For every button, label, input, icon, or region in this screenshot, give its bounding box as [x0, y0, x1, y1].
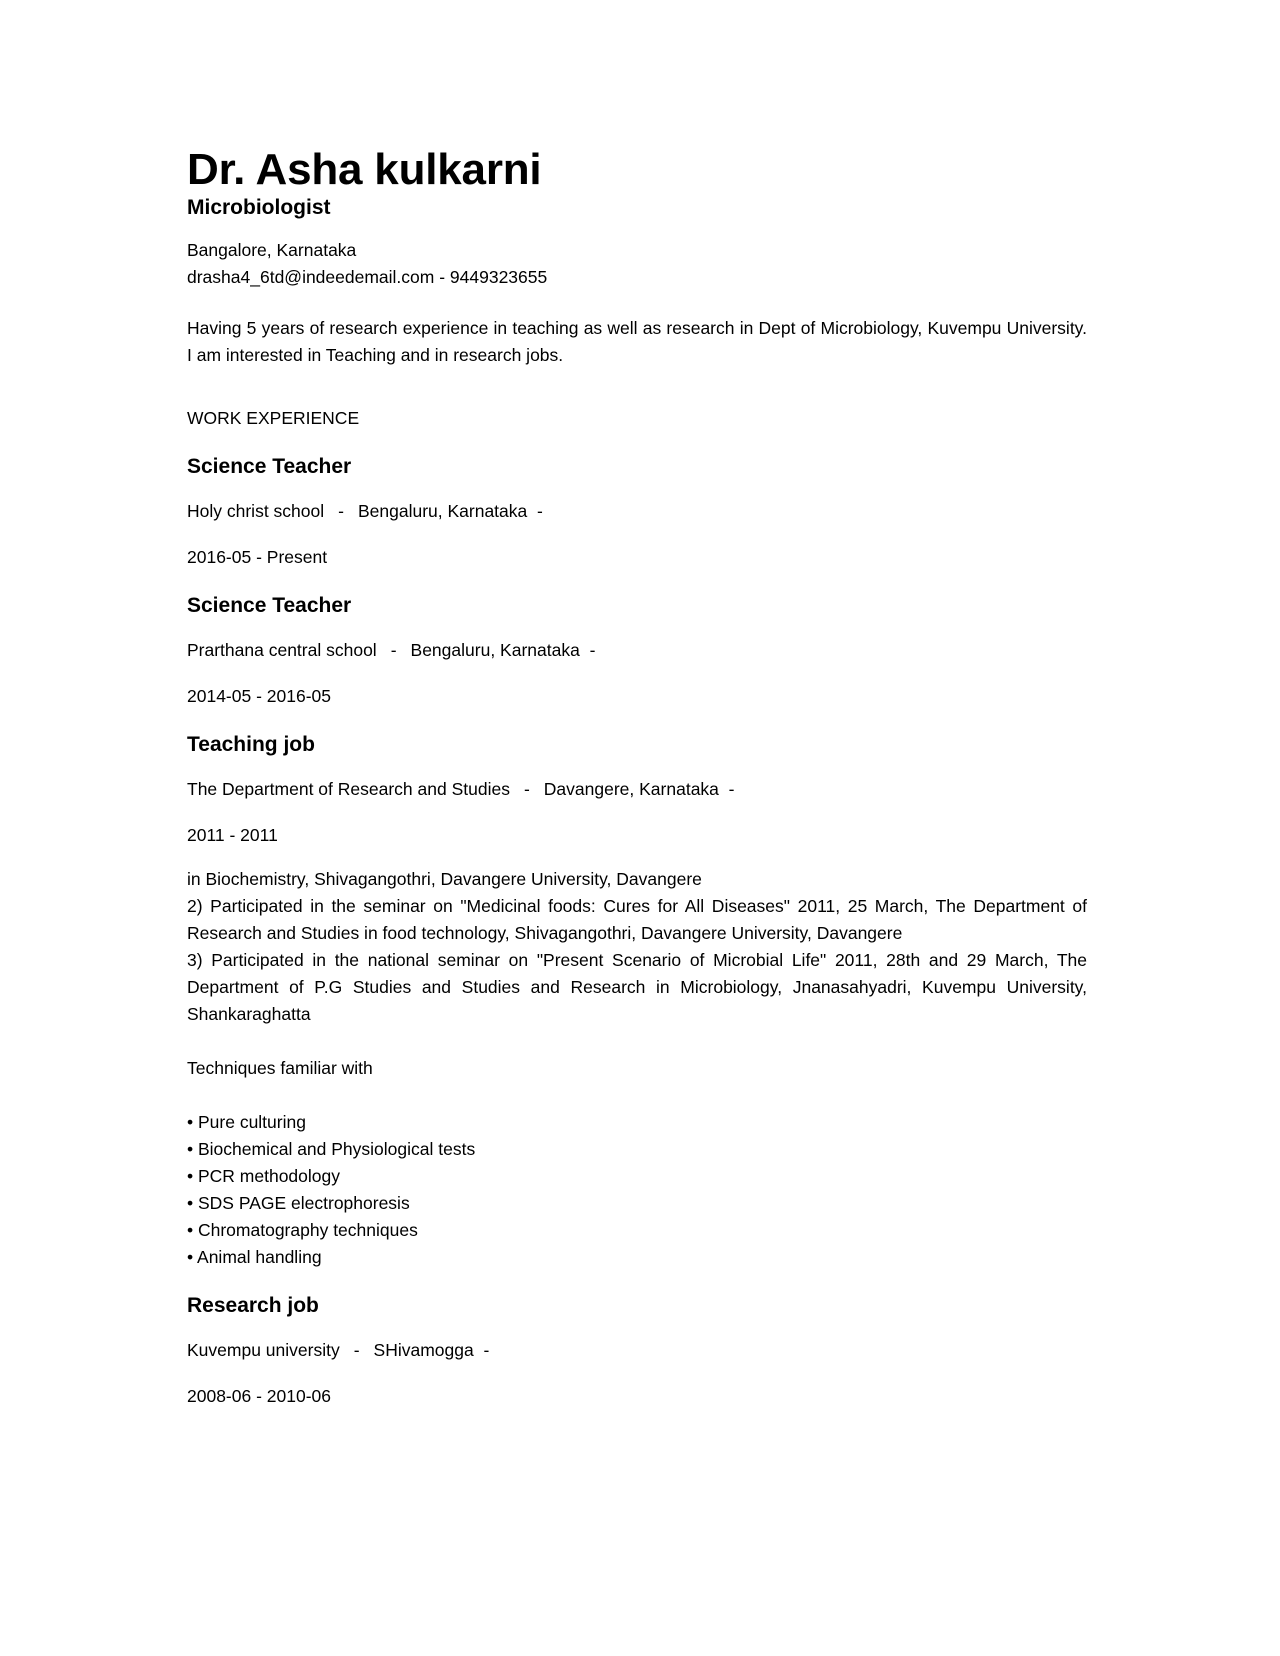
- description-line: 2) Participated in the seminar on "Medicinal foods: Cures for All Diseases" 2011, 25 March, The Department of Research and Studies in food technology, Shivagangothri, Davangere University, Davangere: [187, 896, 1087, 944]
- job-description: [187, 866, 1087, 1271]
- list-item: • Pure culturing: [187, 1112, 306, 1133]
- list-item: • Animal handling: [187, 1247, 322, 1268]
- job-dates: 2011 - 2011: [187, 825, 278, 846]
- job-employer: Prarthana central school: [187, 640, 377, 661]
- separator: -: [728, 779, 735, 800]
- separator: -: [483, 1340, 490, 1361]
- job-dates: 2014-05 - 2016-05: [187, 686, 331, 707]
- separator: -: [523, 779, 530, 800]
- job-location: Bengaluru, Karnataka: [357, 501, 528, 522]
- job-location: SHivamogga: [373, 1340, 474, 1361]
- job-meta: [187, 637, 1087, 664]
- job-employer: The Department of Research and Studies: [187, 779, 510, 800]
- separator: -: [390, 640, 397, 661]
- job-entry: [187, 1292, 1087, 1410]
- job-location: Davangere, Karnataka: [543, 779, 719, 800]
- resume-page: [187, 145, 1087, 1410]
- contact-block: [187, 237, 1087, 291]
- list-item: • Biochemical and Physiological tests: [187, 1139, 476, 1160]
- techniques-list: [187, 1109, 1087, 1271]
- job-title: Research job: [187, 1294, 319, 1318]
- description-line: 3) Participated in the national seminar on "Present Scenario of Microbial Life" 2011, 28th and 29 March, The Department of P.G Studies and Studies and Research in Microbiology, Jnanasahyadri, Kuvempu University, Shankaraghatta: [187, 950, 1087, 1025]
- candidate-role: Microbiologist: [187, 196, 331, 219]
- job-meta: [187, 498, 1087, 525]
- job-location: Bengaluru, Karnataka: [410, 640, 580, 661]
- job-title: Teaching job: [187, 733, 315, 757]
- separator: -: [338, 501, 344, 522]
- description-line: in Biochemistry, Shivagangothri, Davangere University, Davangere: [187, 869, 702, 890]
- techniques-heading: Techniques familiar with: [187, 1058, 373, 1079]
- candidate-name: Dr. Asha kulkarni: [187, 145, 542, 194]
- job-employer: Holy christ school: [187, 501, 325, 522]
- list-item: • SDS PAGE electrophoresis: [187, 1193, 410, 1214]
- list-item: • Chromatography techniques: [187, 1220, 418, 1241]
- job-employer: Kuvempu university: [187, 1340, 340, 1361]
- location-text: Bangalore, Karnataka: [187, 240, 357, 261]
- summary-text: Having 5 years of research experience in teaching as well as research in Dept of Microbiology, Kuvempu University. I am interested in Teaching and in research jobs.: [187, 318, 1087, 366]
- list-item: • PCR methodology: [187, 1166, 341, 1187]
- job-meta: [187, 1337, 1087, 1364]
- email-phone-text: drasha4_6td@indeedemail.com - 9449323655: [187, 267, 548, 288]
- job-dates: 2016-05 - Present: [187, 547, 328, 568]
- separator: -: [537, 501, 543, 522]
- work-experience-heading: WORK EXPERIENCE: [187, 408, 360, 429]
- job-title: Science Teacher: [187, 594, 352, 618]
- job-meta: [187, 776, 1087, 803]
- job-entry: [187, 731, 1087, 1271]
- job-entry: [187, 453, 1087, 571]
- job-dates: 2008-06 - 2010-06: [187, 1386, 331, 1407]
- separator: -: [589, 640, 596, 661]
- job-title: Science Teacher: [187, 455, 352, 479]
- job-entry: [187, 592, 1087, 710]
- separator: -: [353, 1340, 360, 1361]
